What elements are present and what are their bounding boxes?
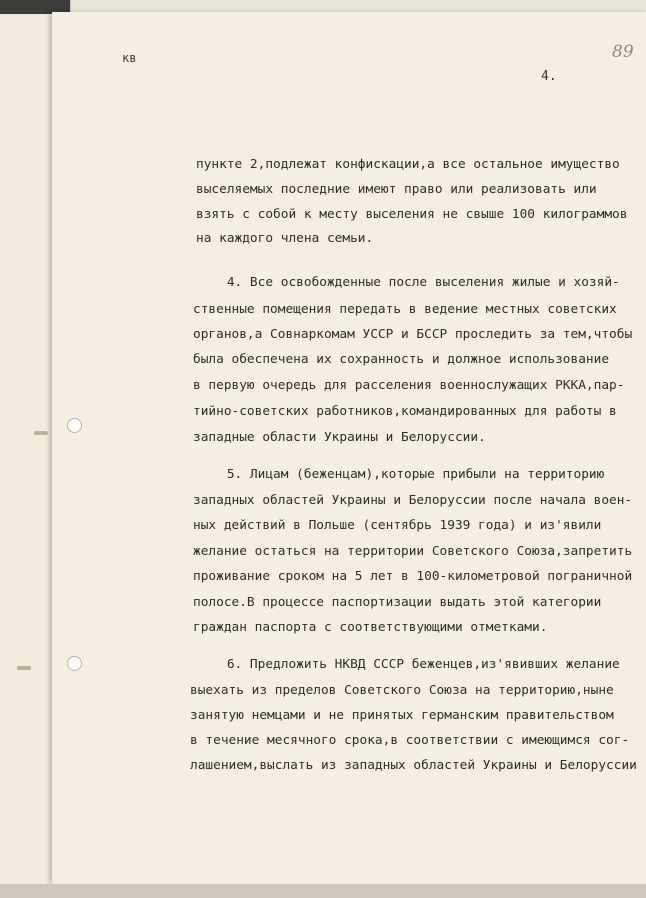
text-line: желание остаться на территории Советского Союза,запретить xyxy=(193,544,633,559)
text-line: была обеспечена их сохранность и должное использование xyxy=(193,352,610,367)
text-line: западных областей Украины и Белоруссии после начала воен- xyxy=(193,493,633,508)
text-line: 4. Все освобожденные после выселения жилые и хозяй- xyxy=(196,275,620,290)
text-line: на каждого члена семьи. xyxy=(196,231,374,246)
text-line: органов,а Совнаркомам УССР и БССР проследить за тем,чтобы xyxy=(193,327,633,342)
text-line: граждан паспорта с соответствующими отметками. xyxy=(193,620,548,635)
text-line: выехать из пределов Советского Союза на территорию,ныне xyxy=(190,683,614,698)
text-line: лашением,выслать из западных областей Украины и Белоруссии xyxy=(190,758,637,773)
text-line: ных действий в Польше (сентябрь 1939 года) и из'явили xyxy=(193,518,602,533)
binding-mark-lower xyxy=(17,666,31,670)
text-line: проживание сроком на 5 лет в 100-километровой пограничной xyxy=(193,569,633,584)
text-line: западные области Украины и Белоруссии. xyxy=(193,430,486,445)
text-line: занятую немцами и не принятых германским правительством xyxy=(190,708,614,723)
binding-mark-upper xyxy=(34,431,48,435)
text-line: пункте 2,подлежат конфискации,а все остальное имущество xyxy=(196,157,620,172)
text-line: 5. Лицам (беженцам),которые прибыли на территорию xyxy=(196,467,605,482)
handwritten-folio-number: 89 xyxy=(612,42,634,62)
text-line: в первую очередь для расселения военнослужащих РККА,пар- xyxy=(193,378,625,393)
text-line: в течение месячного срока,в соответствии с имеющимся сог- xyxy=(190,733,630,748)
document-page xyxy=(52,12,646,884)
text-line: взять с собой к месту выселения не свыше 100 килограммов xyxy=(196,207,628,222)
punch-hole-lower xyxy=(67,656,82,671)
text-line: тийно-советских работников,командированных для работы в xyxy=(193,404,617,419)
typist-initials: кв xyxy=(122,51,137,65)
text-line: выселяемых последние имеют право или реализовать или xyxy=(196,182,597,197)
text-line: полосе.В процессе паспортизации выдать этой категории xyxy=(193,595,602,610)
scan-bottom-margin xyxy=(0,884,646,898)
text-line: 6. Предложить НКВД СССР беженцев,из'явивших желание xyxy=(196,657,620,672)
punch-hole-upper xyxy=(67,418,82,433)
page-number: 4. xyxy=(541,69,557,84)
text-line: ственные помещения передать в ведение местных советских xyxy=(193,302,617,317)
